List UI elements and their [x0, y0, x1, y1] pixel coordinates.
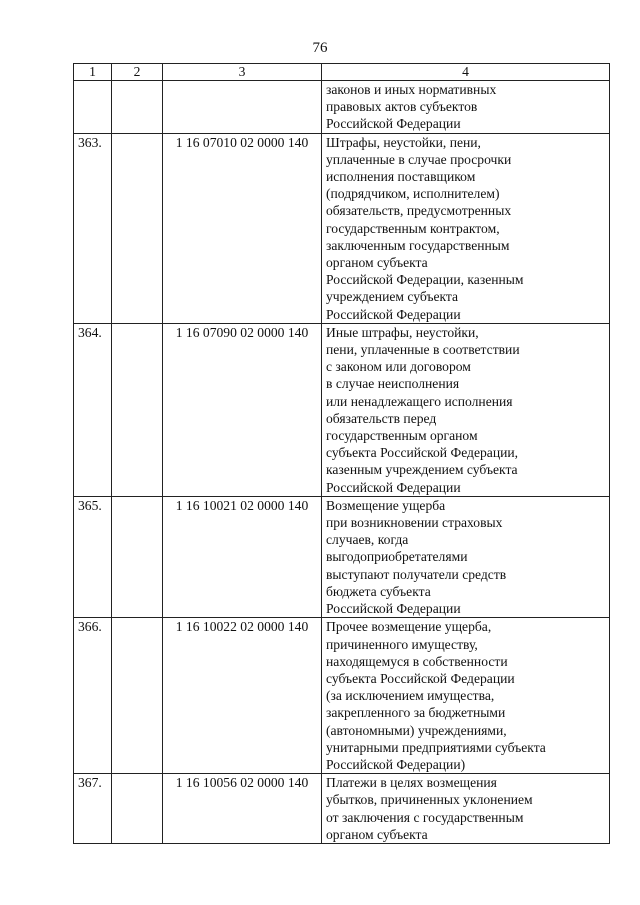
- description-line: учреждением субъекта: [326, 289, 459, 305]
- description-line: от заключения с государственным: [326, 809, 524, 825]
- page-number: 76: [312, 40, 328, 56]
- description-line: исполнения поставщиком: [326, 169, 476, 185]
- description-line: государственным контрактом,: [326, 220, 500, 236]
- income-description: [322, 774, 610, 844]
- description-line: Возмещение ущерба: [326, 497, 446, 513]
- description-line: государственным органом: [326, 428, 478, 444]
- budget-code: 1 16 10021 02 0000 140: [163, 496, 322, 617]
- description-line: Платежи в целях возмещения: [326, 775, 497, 791]
- column-2-cell: [112, 496, 163, 617]
- description-line: органом субъекта: [326, 255, 428, 271]
- description-line: бюджета субъекта: [326, 583, 431, 599]
- column-2-cell: [112, 774, 163, 844]
- description-line: обязательств перед: [326, 410, 437, 426]
- description-line: Российской Федерации: [326, 306, 461, 322]
- budget-code: [163, 81, 322, 134]
- income-description: [322, 618, 610, 774]
- description-line: правовых актов субъектов: [326, 99, 478, 115]
- row-number: 364.: [74, 323, 112, 496]
- column-2-cell: [112, 323, 163, 496]
- row-number: [74, 81, 112, 134]
- description-line: с законом или договором: [326, 359, 471, 375]
- column-header-1: 1: [74, 64, 112, 81]
- description-line: субъекта Российской Федерации,: [326, 445, 519, 461]
- description-line: обязательств, предусмотренных: [326, 203, 512, 219]
- description-line: субъекта Российской Федерации: [326, 670, 515, 686]
- description-line: выступают получатели средств: [326, 566, 507, 582]
- table-row: [74, 81, 610, 134]
- column-header-3: 3: [163, 64, 322, 81]
- table-row: [74, 774, 610, 844]
- table-row: [74, 496, 610, 617]
- description-line: казенным учреждением субъекта: [326, 462, 518, 478]
- income-description: [322, 323, 610, 496]
- description-line: (автономными) учреждениями,: [326, 722, 507, 738]
- description-line: причиненного имуществу,: [326, 636, 478, 652]
- table-row: [74, 323, 610, 496]
- description-line: Штрафы, неустойки, пени,: [326, 134, 481, 150]
- income-description: [322, 81, 610, 134]
- income-description: [322, 133, 610, 323]
- description-line: Российской Федерации: [326, 479, 461, 495]
- column-header-2: 2: [112, 64, 163, 81]
- description-line: находящемуся в собственности: [326, 653, 508, 669]
- table-header-row: [74, 64, 610, 81]
- description-line: уплаченные в случае просрочки: [326, 151, 512, 167]
- description-line: закрепленного за бюджетными: [326, 705, 506, 721]
- description-line: убытков, причиненных уклонением: [326, 792, 533, 808]
- description-line: (подрядчиком, исполнителем): [326, 186, 500, 202]
- description-line: Российской Федерации, казенным: [326, 272, 524, 288]
- budget-code: 1 16 07010 02 0000 140: [163, 133, 322, 323]
- description-line: при возникновении страховых: [326, 515, 503, 531]
- column-2-cell: [112, 618, 163, 774]
- budget-code: 1 16 07090 02 0000 140: [163, 323, 322, 496]
- description-line: случаев, когда: [326, 532, 409, 548]
- budget-classification-table: [73, 63, 610, 844]
- description-line: унитарными предприятиями субъекта: [326, 739, 546, 755]
- description-line: Прочее возмещение ущерба,: [326, 619, 492, 635]
- budget-code: 1 16 10056 02 0000 140: [163, 774, 322, 844]
- row-number: 365.: [74, 496, 112, 617]
- description-line: Российской Федерации: [326, 601, 461, 617]
- column-2-cell: [112, 81, 163, 134]
- table-row: [74, 133, 610, 323]
- description-line: Российской Федерации: [326, 116, 461, 132]
- row-number: 367.: [74, 774, 112, 844]
- row-number: 366.: [74, 618, 112, 774]
- description-line: Российской Федерации): [326, 756, 466, 772]
- description-line: или ненадлежащего исполнения: [326, 393, 513, 409]
- description-line: выгодоприобретателями: [326, 549, 468, 565]
- column-header-4: 4: [322, 64, 610, 81]
- description-line: Иные штрафы, неустойки,: [326, 324, 479, 340]
- description-line: заключенным государственным: [326, 237, 510, 253]
- income-description: [322, 496, 610, 617]
- description-line: в случае неисполнения: [326, 376, 460, 392]
- table-body: [74, 81, 610, 844]
- description-line: (за исключением имущества,: [326, 688, 495, 704]
- description-line: органом субъекта: [326, 826, 428, 842]
- description-line: законов и иных нормативных: [326, 82, 497, 97]
- budget-code: 1 16 10022 02 0000 140: [163, 618, 322, 774]
- column-2-cell: [112, 133, 163, 323]
- row-number: 363.: [74, 133, 112, 323]
- description-line: пени, уплаченные в соответствии: [326, 342, 520, 358]
- table-row: [74, 618, 610, 774]
